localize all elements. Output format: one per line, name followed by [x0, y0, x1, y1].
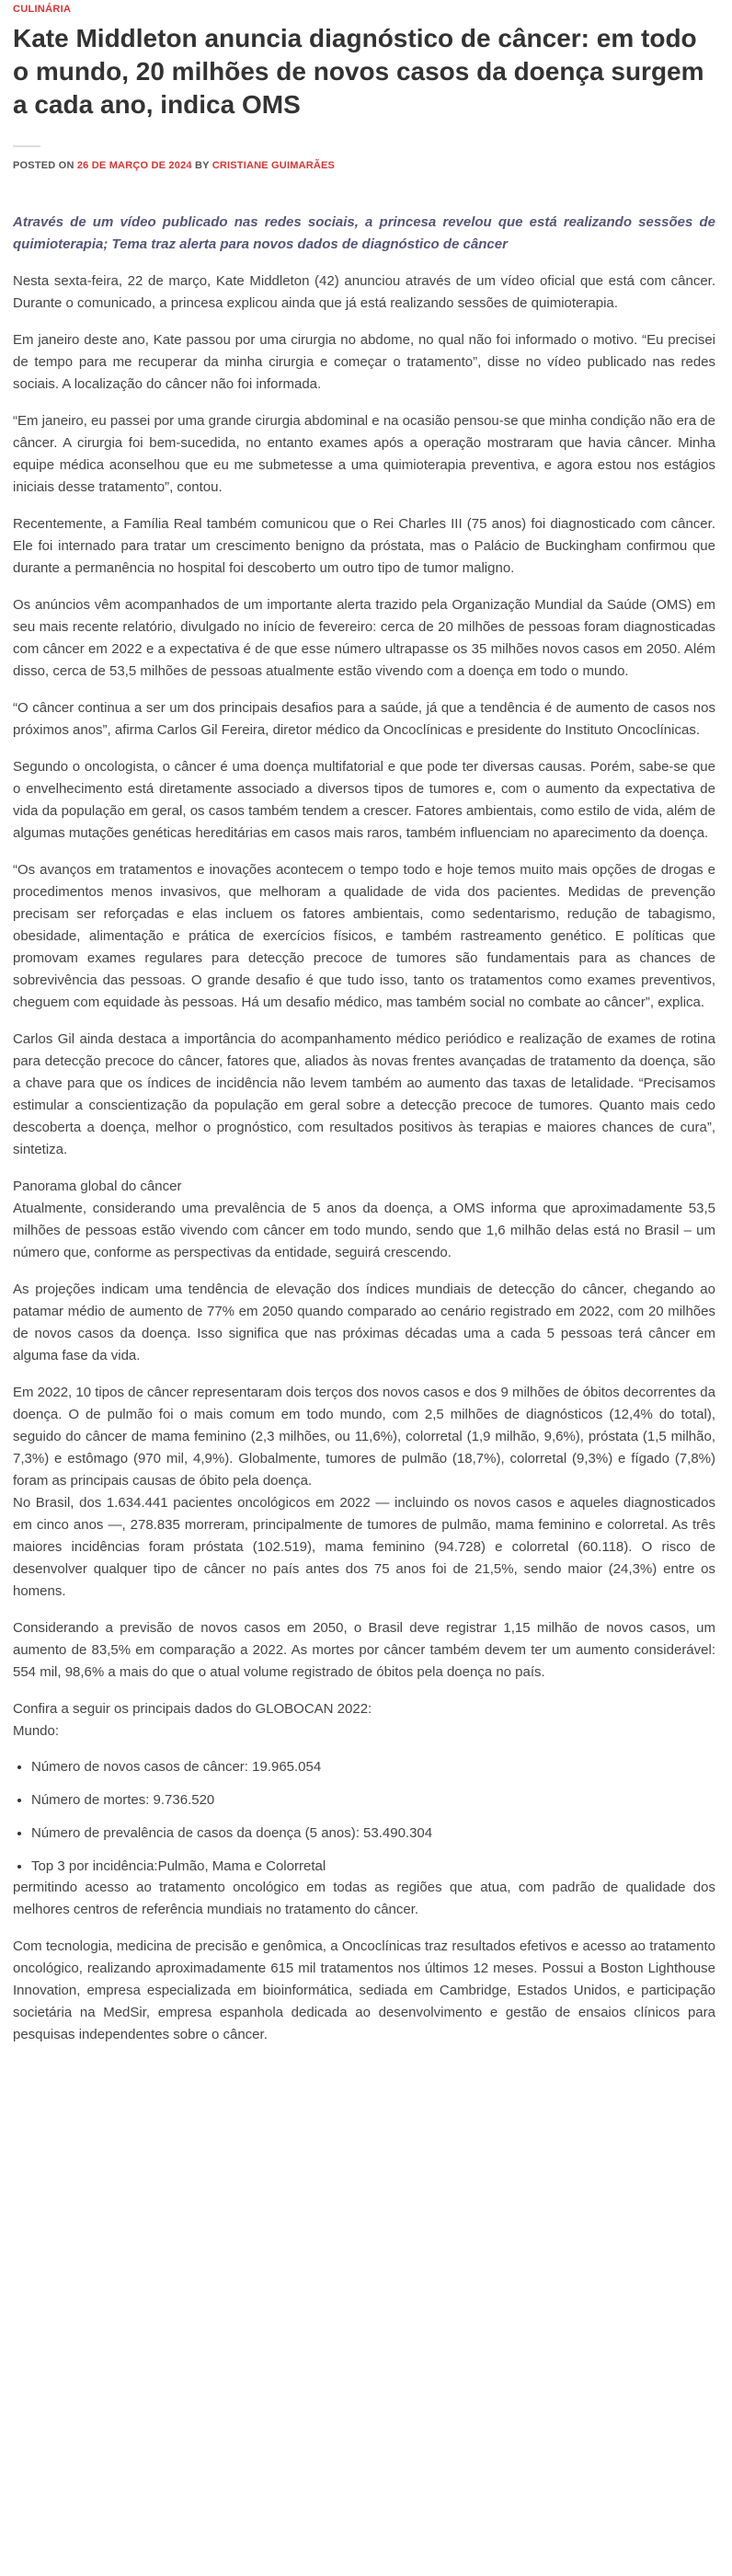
paragraph: Os anúncios vêm acompanhados de um importante alerta trazido pela Organização Mundial da Saúde (OMS) em seu mais recente relatório, divulgado no início de fevereiro: cerca de 20 milhões de pessoas foram diagnosticadas com câncer em 2022 e a expectativa é de que esse número ultrapasse os 35 milhões novos casos em 2050. Além disso, cerca de 53,5 milhões de pessoas atualmente estão vivendo com a doença em todo o mundo. — [13, 597, 715, 679]
article-lead: Através de um vídeo publicado nas redes sociais, a princesa revelou que está realizando sessões de quimioterapia; Tema traz alerta para novos dados de diagnóstico de câncer — [13, 214, 715, 252]
paragraph: permitindo acesso ao tratamento oncológico em todas as regiões que atua, com padrão de qualidade dos melhores centros de referência mundiais no tratamento do câncer. — [13, 1880, 715, 1917]
globocan-world-label: Mundo: — [13, 1723, 60, 1739]
paragraph: “Em janeiro, eu passei por uma grande cirurgia abdominal e na ocasião pensou-se que minha condição não era de câncer. A cirurgia foi bem-sucedida, no entanto exames após a operação mostraram que havia câncer. Minha equipe médica aconselhou que eu me submetesse a uma quimioterapia preventiva, e agora estou nos estágios iniciais desse tratamento”, contou. — [13, 413, 715, 495]
paragraph: Em 2022, 10 tipos de câncer representaram dois terços dos novos casos e dos 9 milhões de óbitos decorrentes da doença. O de pulmão foi o mais comum em todo mundo, com 2,5 milhões de diagnósticos (12,4% do total), seguido do câncer de mama feminino (2,3 milhões, ou 11,6%), colorretal (1,9 milhão, 9,6%), próstata (1,5 milhão, 7,3%) e estômago (970 mil, 4,9%). Globalmente, tumores de pulmão (18,7%), colorretal (9,3%) e fígado (7,8%) foram as principais causas de óbito pela doença. — [13, 1385, 715, 1489]
globocan-list — [13, 1757, 715, 1877]
title-divider — [13, 145, 40, 147]
paragraph: Carlos Gil ainda destaca a importância do acompanhamento médico periódico e realização de exames de rotina para detecção precoce do câncer, fatores que, aliados às novas frentes avançadas de tratamento da doença, são a chave para que os índices de incidência não levem também ao aumento das taxas de letalidade. “Precisamos estimular a conscientização da população em geral sobre a detecção precoce de tumores. Quanto mais cedo descoberta a doença, melhor o prognóstico, com resultados positivos às terapias e maiores chances de cura”, sintetiza. — [13, 1031, 715, 1157]
paragraph: Em janeiro deste ano, Kate passou por uma cirurgia no abdome, no qual não foi informado o motivo. “Eu precisei de tempo para me recuperar da minha cirurgia e começar o tratamento”, disse no vídeo publicado nas redes sociais. A localização do câncer não foi informada. — [13, 332, 715, 392]
article-body — [13, 212, 715, 2046]
paragraph: Com tecnologia, medicina de precisão e genômica, a Oncoclínicas traz resultados efetivos e acesso ao tratamento oncológico, realizando aproximadamente 615 mil tratamentos nos últimos 12 meses. Possui a Boston Lighthouse Innovation, empresa especializada em bioinformática, sediada em Cambridge, Estados Unidos, e participação societária na MedSir, empresa espanhola dedicada ao desenvolvimento e gestão de ensaios clínicos para pesquisas independentes sobre o câncer. — [13, 1938, 715, 2042]
globocan-intro: Confira a seguir os principais dados do GLOBOCAN 2022: — [13, 1701, 372, 1717]
paragraph: As projeções indicam uma tendência de elevação dos índices mundiais de detecção do câncer, chegando ao patamar médio de aumento de 77% em 2050 quando comparado ao cenário registrado em 2022, com 20 milhões de novos casos da doença. Isso significa que nas próximas décadas uma a cada 5 pessoas terá câncer em alguma fase da vida. — [13, 1282, 715, 1363]
paragraph: No Brasil, dos 1.634.441 pacientes oncológicos em 2022 — incluindo os novos casos e aqueles diagnosticados em cinco anos —, 278.835 morreram, principalmente de tumores de pulmão, mama feminino e colorretal. As três maiores incidências foram próstata (102.519), mama feminino (94.728) e colorretal (60.118). O risco de desenvolver qualquer tipo de câncer no país antes dos 75 anos foi de 21,5%, sendo maior (24,3%) entre os homens. — [13, 1495, 715, 1599]
list-item: • Número de prevalência de casos da doença (5 anos): 53.490.304 — [31, 1823, 715, 1844]
section-heading: Panorama global do câncer — [13, 1179, 182, 1194]
paragraph: Recentemente, a Família Real também comunicou que o Rei Charles III (75 anos) foi diagnosticado com câncer. Ele foi internado para tratar um crescimento benigno da próstata, mas o Palácio de Buckingham confirmou que durante a permanência no hospital foi descoberto um outro tipo de tumor maligno. — [13, 516, 715, 576]
paragraph: Segundo o oncologista, o câncer é uma doença multifatorial e que pode ter diversas causas. Porém, sabe-se que o envelhecimento está diretamente associado a diversos tipos de tumores e, com o aumento da expectativa de vida da população em geral, os casos também tendem a crescer. Fatores ambientais, como estilo de vida, além de algumas mutações genéticas hereditárias em casos mais raros, também influenciam no aparecimento da doença. — [13, 759, 715, 841]
post-meta — [13, 160, 715, 171]
list-item: • Número de novos casos de câncer: 19.965.054 — [31, 1757, 715, 1777]
posted-on-label: POSTED ON — [13, 160, 74, 171]
category-link[interactable]: CULINÁRIA — [13, 4, 72, 15]
paragraph: Atualmente, considerando uma prevalência de 5 anos da doença, a OMS informa que aproximadamente 53,5 milhões de pessoas estão vivendo com câncer em todo mundo, sendo que 1,6 milhão delas está no Brasil – um número que, conforme as perspectivas da entidade, seguirá crescendo. — [13, 1201, 715, 1260]
author-link[interactable]: CRISTIANE GUIMARÃES — [212, 160, 336, 171]
list-item: • Top 3 por incidência:Pulmão, Mama e Colorretal — [31, 1857, 715, 1877]
list-item: • Número de mortes: 9.736.520 — [31, 1790, 715, 1811]
paragraph: Considerando a previsão de novos casos em 2050, o Brasil deve registrar 1,15 milhão de novos casos, um aumento de 83,5% em comparação a 2022. As mortes por câncer também devem ter um aumento considerável: 554 mil, 98,6% a mais do que o atual volume registrado de óbitos pela doença no país. — [13, 1620, 715, 1680]
article — [13, 0, 715, 2061]
by-label: BY — [194, 160, 210, 171]
article-title: Kate Middleton anuncia diagnóstico de câncer: em todo o mundo, 20 milhões de novos casos da doença surgem a cada ano, indica OMS — [13, 24, 704, 119]
paragraph: “Os avanços em tratamentos e inovações acontecem o tempo todo e hoje temos muito mais opções de drogas e procedimentos menos invasivos, que melhoram a qualidade de vida dos pacientes. Medidas de prevenção precisam ser reforçadas e elas incluem os fatores ambientais, como sedentarismo, redução de tabagismo, obesidade, alimentação e prática de exercícios físicos, e também rastreamento genético. E políticas que promovam exames regulares para detecção precoce de tumores são fundamentais para as chances de sobrevivência das pessoas. O grande desafio é que tudo isso, tanto os tratamentos como exames preventivos, cheguem com equidade às pessoas. Há um desafio médico, mas também social no combate ao câncer”, explica. — [13, 862, 715, 1010]
post-date-link[interactable]: 26 DE MARÇO DE 2024 — [76, 160, 192, 171]
paragraph: “O câncer continua a ser um dos principais desafios para a saúde, já que a tendência é de aumento de casos nos próximos anos”, afirma Carlos Gil Fereira, diretor médico da Oncoclínicas e presidente do Instituto Oncoclínicas. — [13, 700, 715, 738]
paragraph: Nesta sexta-feira, 22 de março, Kate Middleton (42) anunciou através de um vídeo oficial que está com câncer. Durante o comunicado, a princesa explicou ainda que já está realizando sessões de quimioterapia. — [13, 273, 715, 311]
